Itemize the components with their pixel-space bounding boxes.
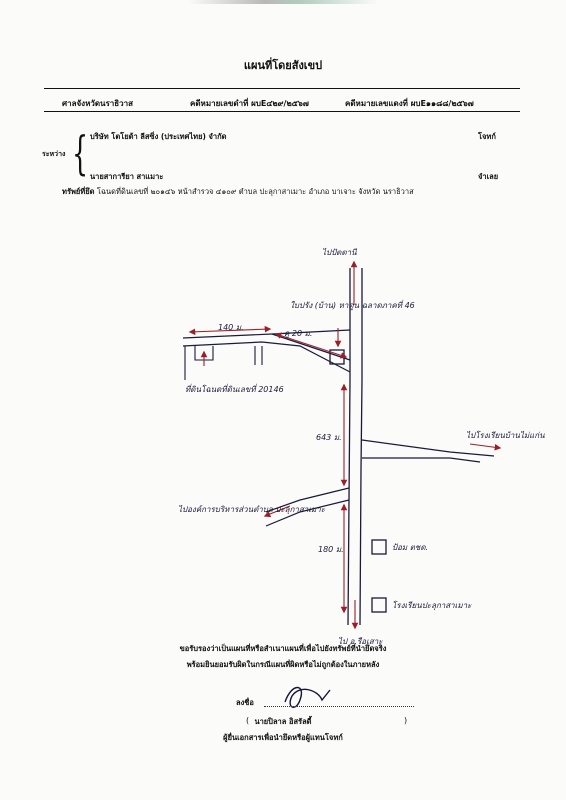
label-land: ที่ดินโฉนดที่ดินเลขที่ 20146 xyxy=(185,385,284,394)
label-to-west xyxy=(178,504,326,515)
signer-role: ผู้ยื่นเอกสารเพื่อนำยึดหรือผู้แทนโจทก์ xyxy=(223,733,343,742)
signature-mark xyxy=(285,688,330,708)
label-to-east: ไปโรงเรียนบ้านไม่แก่น xyxy=(466,431,545,440)
property-description: โฉนดที่ดินเลขที่ ๒๐๑๔๖ หน้าสำรวจ ๔๑๐๙ ตำบล ปะลุกาสาเมาะ อำเภอ บาเจาะ จังหวัด นราธิวาส xyxy=(96,187,414,196)
between-label: ระหว่าง xyxy=(42,150,66,158)
label-to-south: ไป อ.รือเสาะ xyxy=(338,637,383,646)
name-paren-right: ) xyxy=(404,716,408,725)
party-brace: { xyxy=(72,126,89,180)
defendant-role: จำเลย xyxy=(478,172,499,181)
west-road xyxy=(183,330,350,372)
label-distance-west: 140 ม. xyxy=(218,323,244,332)
school-building xyxy=(372,598,386,612)
label-school: โรงเรียนปะลุกาสาเมาะ xyxy=(392,601,472,610)
black-case-number: คดีหมายเลขดำที่ ผบE๔๒๙/๒๕๖๗ xyxy=(190,99,309,108)
label-to-west-text: ไปองค์การบริหารส่วนตำบล ปะลุกาสาเมาะ xyxy=(178,505,326,514)
signature-label: ลงชื่อ xyxy=(236,698,254,707)
main-road xyxy=(348,268,362,625)
certification-line-2: พร้อมยินยอมรับผิดในกรณีแผนที่ผิดหรือไม่ถูกต้องในภายหลัง xyxy=(186,660,380,669)
land-plot xyxy=(185,346,262,380)
court-name: ศาลจังหวัดนราธิวาส xyxy=(62,99,134,108)
main-road-left-edge xyxy=(348,268,350,625)
name-paren-left: ( xyxy=(246,716,250,725)
police-building xyxy=(372,540,386,554)
label-distance-mid: 643 ม. xyxy=(316,433,342,442)
red-case-number: คดีหมายเลขแดงที่ ผบE๑๑๘๘/๒๕๖๗ xyxy=(345,99,474,108)
certification-line-1: ขอรับรองว่าเป็นแผนที่หรือสำเนาแผนที่เพื่อไปยังทรัพย์ที่นำยึดจริง xyxy=(179,644,387,653)
main-road-right-edge xyxy=(360,268,362,625)
label-distance-diag: คู 20 ม. xyxy=(284,329,313,338)
arrow-east xyxy=(470,444,500,448)
west-road-lower-edge xyxy=(183,342,350,372)
plaintiff-role: โจทก์ xyxy=(478,132,496,141)
east-road xyxy=(362,440,494,462)
defendant-name: นายสาการียา สาแมาะ xyxy=(90,172,164,181)
label-distance-south: 180 ม. xyxy=(318,545,344,554)
document-title: แผนที่โดยสังเขป xyxy=(243,59,323,72)
label-mosque: ใบปรัง (บ้าน) หาดูน ฉลาดภาคที่ 46 xyxy=(290,301,415,310)
signature-line xyxy=(264,706,414,707)
plaintiff-name: บริษัท โตโยต้า ลีสซิ่ง (ประเทศไทย) จำกัด xyxy=(90,132,227,141)
label-police: ป้อม ตชด. xyxy=(392,543,429,552)
red-arrows xyxy=(190,262,500,628)
signer-name: นายปิลาล อิสรัลดี้ xyxy=(254,717,312,726)
property-label: ทรัพย์ที่ยึด xyxy=(62,187,95,196)
label-to-north: ไปปัตตานี xyxy=(322,248,357,257)
